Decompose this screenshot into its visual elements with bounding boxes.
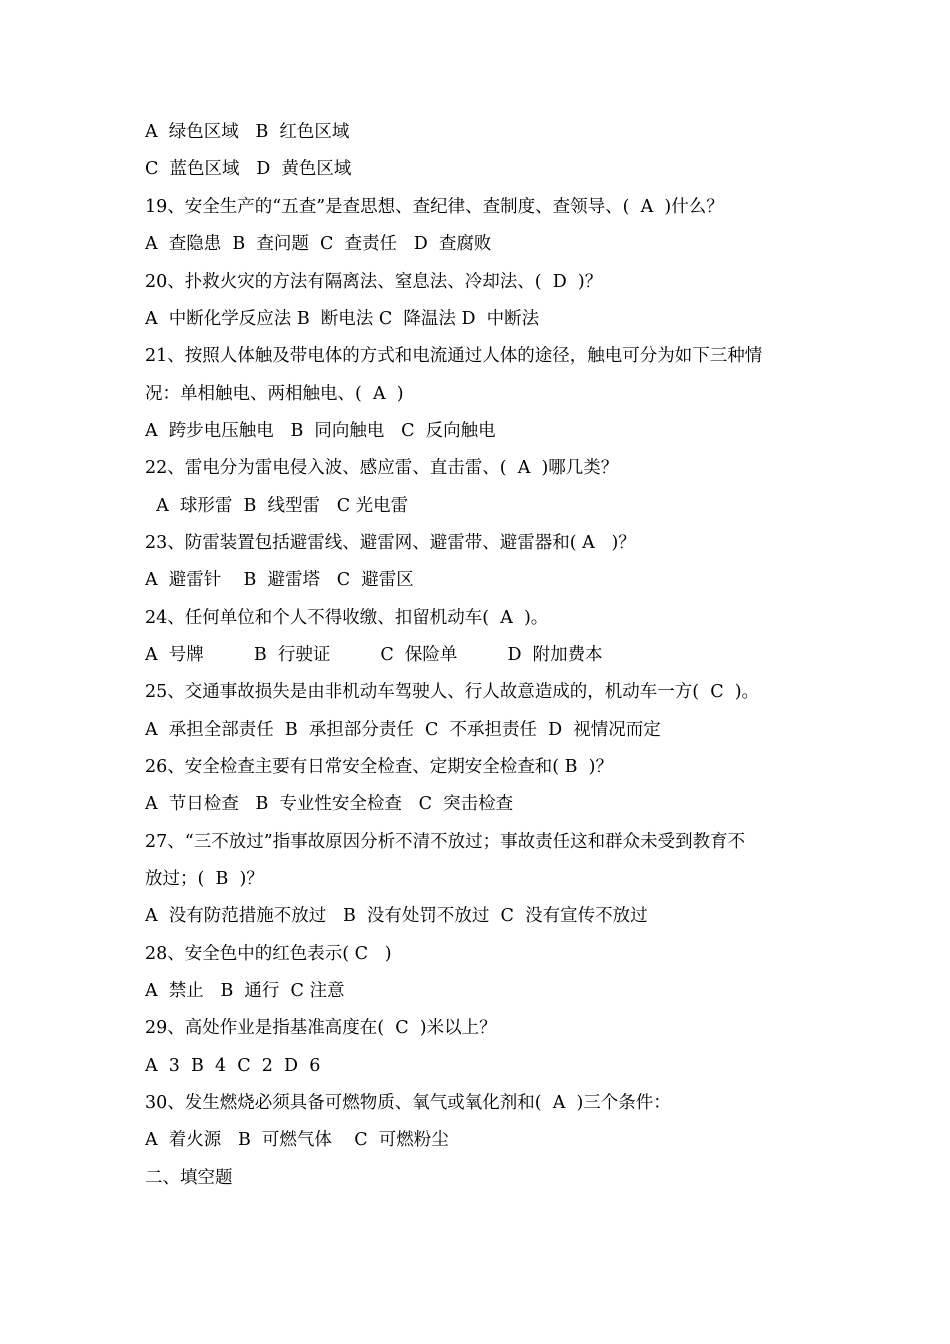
options-27: A 没有防范措施不放过 B 没有处罚不放过 C 没有宣传不放过 bbox=[145, 906, 648, 926]
option-line-q18-2: C 蓝色区域 D 黄色区域 bbox=[145, 159, 352, 179]
question-21-part2: 况：单相触电、两相触电、( A ) bbox=[145, 384, 404, 404]
option-line-q18-1: A 绿色区域 B 红色区域 bbox=[145, 122, 350, 142]
options-28: A 禁止 B 通行 C 注意 bbox=[145, 981, 345, 1001]
question-27-part1: 27、“三不放过”指事故原因分析不清不放过；事故责任这和群众未受到教育不 bbox=[145, 832, 746, 852]
options-23: A 避雷针 B 避雷塔 C 避雷区 bbox=[145, 570, 414, 590]
question-27-part2: 放过；( B )？ bbox=[145, 869, 264, 889]
options-22: A 球形雷 B 线型雷 C 光电雷 bbox=[145, 496, 409, 516]
question-22: 22、雷电分为雷电侵入波、感应雷、直击雷、( A )哪几类？ bbox=[145, 458, 619, 478]
question-25: 25、交通事故损失是由非机动车驾驶人、行人故意造成的，机动车一方( C )。 bbox=[145, 682, 760, 702]
options-30: A 着火源 B 可燃气体 C 可燃粉尘 bbox=[145, 1130, 449, 1150]
options-19: A 查隐患 B 查问题 C 查责任 D 查腐败 bbox=[145, 234, 492, 254]
options-20: A 中断化学反应法 B 断电法 C 降温法 D 中断法 bbox=[145, 309, 540, 329]
question-30: 30、发生燃烧必须具备可燃物质、氧气或氧化剂和( A )三个条件： bbox=[145, 1093, 671, 1113]
question-28: 28、安全色中的红色表示( C ) bbox=[145, 944, 392, 964]
question-23: 23、防雷装置包括避雷线、避雷网、避雷带、避雷器和( A )？ bbox=[145, 533, 636, 553]
question-20: 20、扑救火灾的方法有隔离法、窒息法、冷却法、( D )？ bbox=[145, 272, 603, 292]
options-29: A 3 B 4 C 2 D 6 bbox=[145, 1056, 321, 1076]
question-21-part1: 21、按照人体触及带电体的方式和电流通过人体的途径，触电可分为如下三种情 bbox=[145, 346, 763, 366]
question-24: 24、任何单位和个人不得收缴、扣留机动车( A )。 bbox=[145, 608, 549, 628]
question-29: 29、高处作业是指基准高度在( C )米以上？ bbox=[145, 1018, 497, 1038]
options-26: A 节日检查 B 专业性安全检查 C 突击检查 bbox=[145, 794, 514, 814]
section-heading-fill-in: 二、填空题 bbox=[145, 1168, 233, 1188]
options-21: A 跨步电压触电 B 同向触电 C 反向触电 bbox=[145, 421, 496, 441]
options-25: A 承担全部责任 B 承担部分责任 C 不承担责任 D 视情况而定 bbox=[145, 720, 661, 740]
question-19: 19、安全生产的“五查”是查思想、查纪律、查制度、查领导、( A )什么？ bbox=[145, 197, 724, 217]
options-24: A 号牌 B 行驶证 C 保险单 D 附加费本 bbox=[145, 645, 603, 665]
question-26: 26、安全检查主要有日常安全检查、定期安全检查和( B )？ bbox=[145, 757, 613, 777]
